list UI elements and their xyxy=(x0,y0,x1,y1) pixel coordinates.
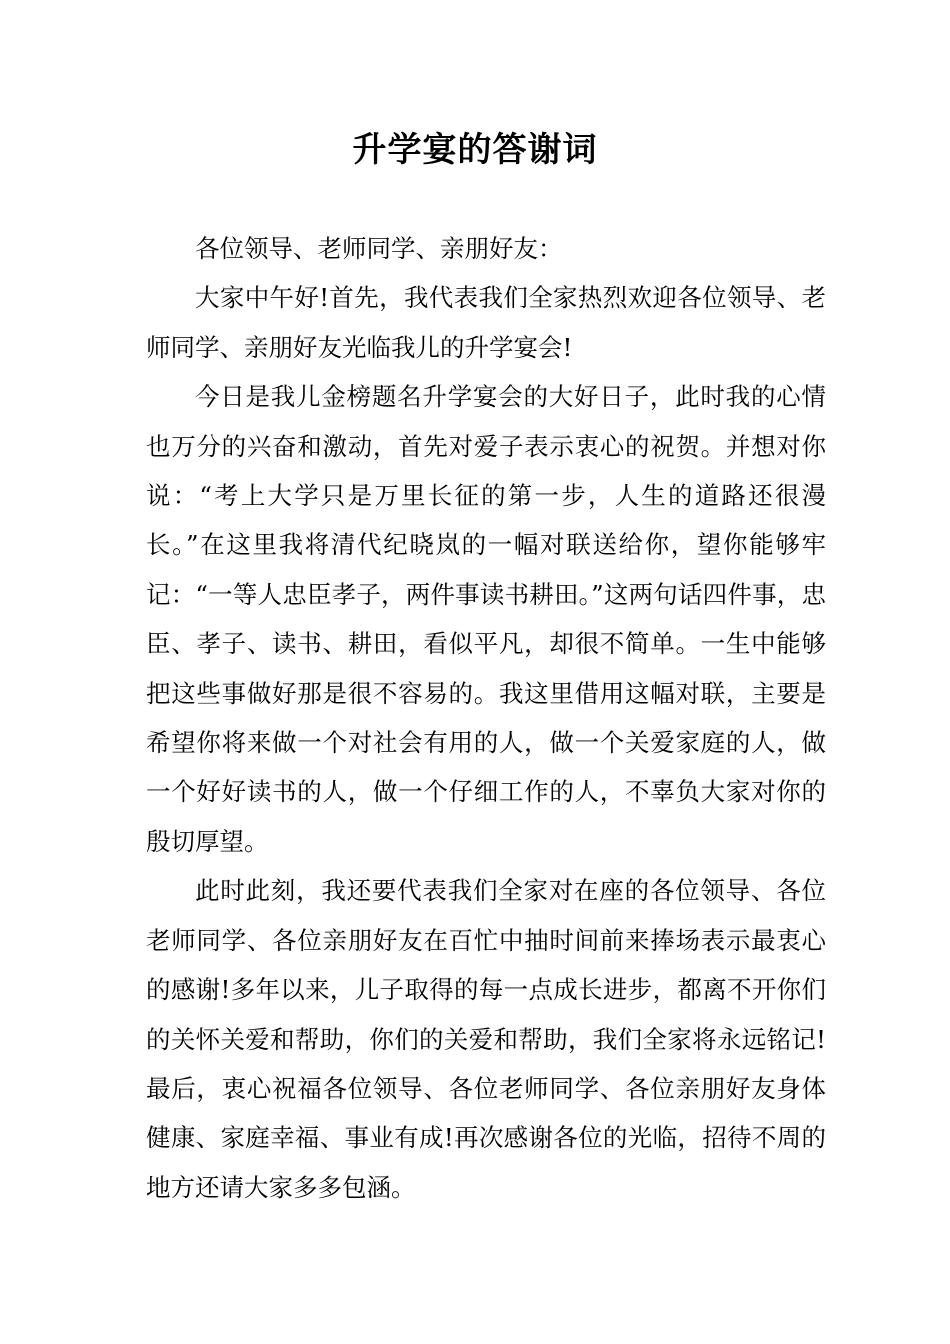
welcome-paragraph: 大家中午好!首先，我代表我们全家热烈欢迎各位领导、老师同学、亲朋好友光临我儿的升学宴会! xyxy=(146,283,826,362)
document-body xyxy=(146,224,826,1212)
document-title: 升学宴的答谢词 xyxy=(352,130,598,170)
congratulation-paragraph: 今日是我儿金榜题名升学宴会的大好日子，此时我的心情也万分的兴奋和激动，首先对爱子表示衷心的祝贺。并想对你说：“考上大学只是万里长征的第一步，人生的道路还很漫长。”在这里我将清代纪晓岚的一幅对联送给你，望你能够牢记：“一等人忠臣孝子，两件事读书耕田。”这两句话四件事，忠臣、孝子、读书、耕田，看似平凡，却很不简单。一生中能够把这些事做好那是很不容易的。我这里借用这幅对联，主要是希望你将来做一个对社会有用的人，做一个关爱家庭的人，做一个好好读书的人，做一个仔细工作的人，不辜负大家对你的殷切厚望。 xyxy=(146,382,826,856)
greeting-paragraph: 各位领导、老师同学、亲朋好友： xyxy=(195,234,563,263)
thanks-paragraph: 此时此刻，我还要代表我们全家对在座的各位领导、各位老师同学、各位亲朋好友在百忙中抽时间前来捧场表示最衷心的感谢!多年以来，儿子取得的每一点成长进步，都离不开你们的关怀关爱和帮助，你们的关爱和帮助，我们全家将永远铭记!最后，衷心祝福各位领导、各位老师同学、各位亲朋好友身体健康、家庭幸福、事业有成!再次感谢各位的光临，招待不周的地方还请大家多多包涵。 xyxy=(146,876,826,1202)
